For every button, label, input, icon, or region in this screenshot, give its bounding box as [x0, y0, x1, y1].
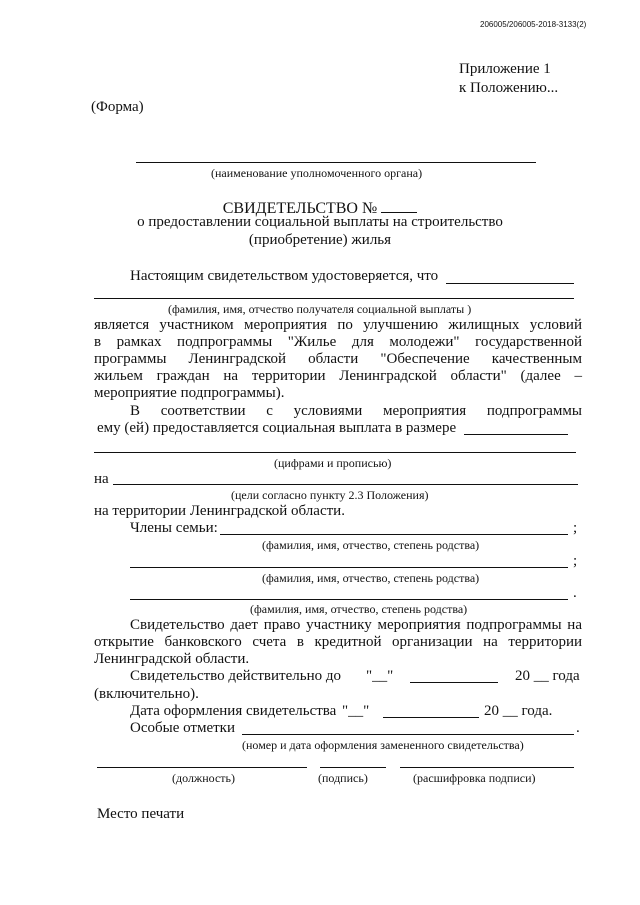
purpose-caption: (цели согласно пункту 2.3 Положения) — [231, 488, 429, 502]
form-label: (Форма) — [91, 99, 144, 115]
paragraph1-line-5: мероприятие подпрограммы). — [94, 385, 285, 401]
signature-line — [320, 767, 386, 768]
title-line-3: (приобретение) жилья — [248, 232, 392, 248]
issue-date-month-line — [383, 717, 479, 718]
amount-caption: (цифрами и прописью) — [274, 456, 392, 470]
amount-line-1 — [464, 434, 568, 435]
paragraph2-line-1: В соответствии с условиями мероприятия подпрограммы — [130, 403, 582, 419]
appendix-line-2: к Положению... — [459, 80, 559, 96]
family-line-1 — [220, 534, 568, 535]
paragraph1-line-4: жильем граждан на территории Ленинградской области" (далее – — [94, 368, 582, 384]
recipient-line-1 — [446, 283, 574, 284]
position-caption: (должность) — [172, 771, 235, 785]
family-line-2 — [130, 567, 568, 568]
recipient-caption: (фамилия, имя, отчество получателя социальной выплаты ) — [168, 302, 472, 316]
paragraph1-line-1: является участником мероприятия по улучшению жилищных условий — [94, 317, 582, 333]
issue-date-prefix: Дата оформления свидетельства — [130, 703, 337, 719]
paragraph2-line-2: ему (ей) предоставляется социальная выплата в размере — [97, 420, 457, 436]
validity-suffix: (включительно). — [94, 686, 199, 702]
special-marks-line — [242, 734, 574, 735]
paragraph3-line-1: Свидетельство дает право участнику мероприятия подпрограммы на — [130, 617, 582, 633]
family-semicolon-2: ; — [573, 553, 578, 569]
validity-prefix: Свидетельство действительно до — [130, 668, 341, 684]
issue-date-year: 20 __ года. — [484, 703, 553, 719]
family-period: . — [573, 585, 577, 601]
validity-month-line — [410, 682, 498, 683]
appendix-line-1: Приложение 1 — [459, 61, 551, 77]
family-caption-3: (фамилия, имя, отчество, степень родства) — [250, 602, 468, 616]
purpose-line — [113, 484, 578, 485]
special-marks-caption: (номер и дата оформления замененного свидетельства) — [242, 738, 524, 752]
signature-caption: (подпись) — [318, 771, 368, 785]
decoding-caption: (расшифровка подписи) — [413, 771, 536, 785]
special-marks-period: . — [576, 720, 580, 736]
position-line — [97, 767, 307, 768]
paragraph1-line-2: в рамках подпрограммы "Жилье для молодежи" государственной — [94, 334, 582, 350]
paragraph3-line-3: Ленинградской области. — [94, 651, 250, 667]
amount-line-2 — [94, 452, 576, 453]
family-label: Члены семьи: — [130, 520, 218, 536]
family-semicolon-1: ; — [573, 520, 578, 536]
family-line-3 — [130, 599, 568, 600]
certificate-heading-text: СВИДЕТЕЛЬСТВО № — [222, 200, 378, 217]
document-id: 206005/206005-2018-3133(2) — [480, 20, 587, 29]
paragraph3-line-2: открытие банковского счета в кредитной организации на территории — [94, 634, 582, 650]
family-caption-1: (фамилия, имя, отчество, степень родства) — [262, 538, 480, 552]
special-marks-label: Особые отметки — [130, 720, 235, 736]
title-line-2: о предоставлении социальной выплаты на строительство — [137, 214, 503, 230]
authority-caption: (наименование уполномоченного органа) — [211, 166, 423, 180]
validity-day: "__" — [366, 668, 394, 684]
territory-text: на территории Ленинградской области. — [94, 503, 345, 519]
validity-year: 20 __ года — [515, 668, 580, 684]
recipient-line-2 — [94, 298, 574, 299]
paragraph1-line-3: программы Ленинградской области "Обеспечение качественным — [94, 351, 582, 367]
authority-line — [136, 162, 536, 163]
decoding-line — [400, 767, 574, 768]
certificate-number-line — [381, 199, 417, 213]
stamp-place: Место печати — [97, 806, 185, 822]
certify-text: Настоящим свидетельством удостоверяется, что — [130, 268, 439, 284]
issue-date-day: "__" — [342, 703, 370, 719]
family-caption-2: (фамилия, имя, отчество, степень родства) — [262, 571, 480, 585]
purpose-prefix: на — [94, 471, 109, 487]
